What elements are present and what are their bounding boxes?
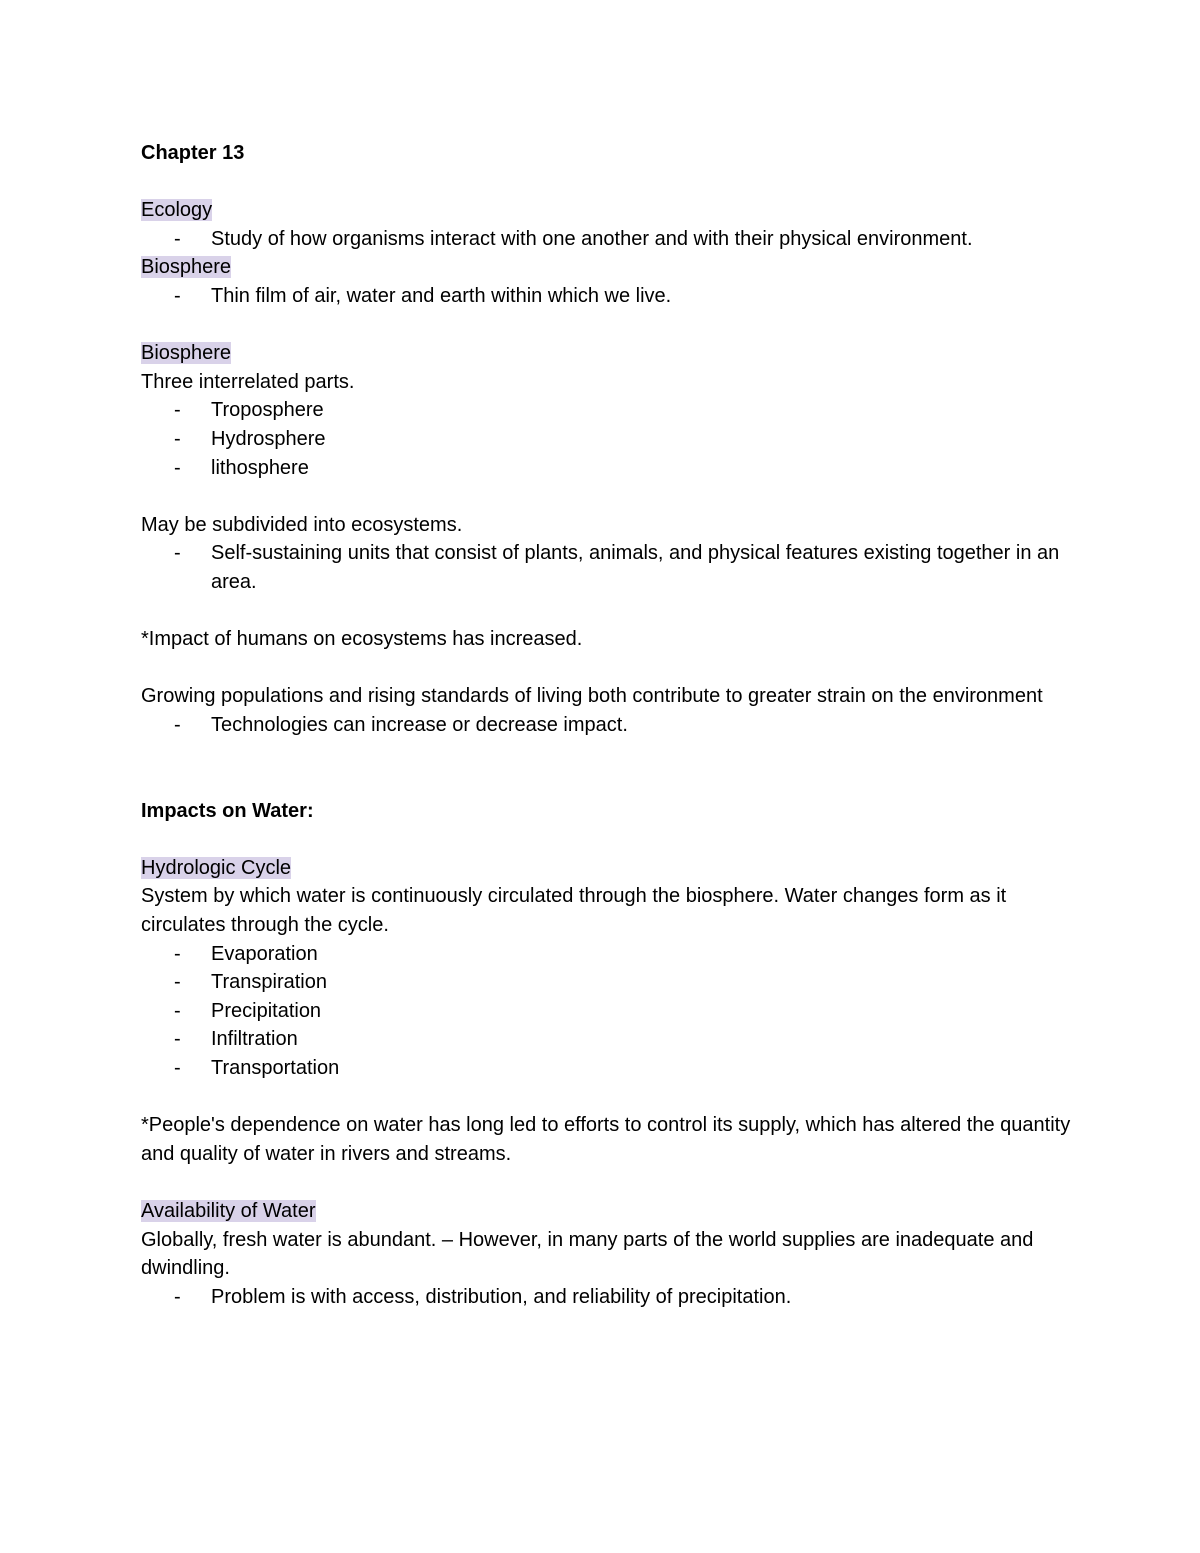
document-page <box>141 139 1071 1311</box>
availability-definition: Globally, fresh water is abundant. – However, in many parts of the world supplies are inadequate and dwindling. <box>141 1228 1034 1280</box>
list-item: - Transportation <box>174 1057 340 1079</box>
term-hydrologic-cycle: Hydrologic Cycle <box>141 856 292 879</box>
list-item: - Precipitation <box>174 999 322 1022</box>
list-item: - Thin film of air, water and earth within which we live. <box>174 284 672 307</box>
three-parts-text: Three interrelated parts. <box>141 370 355 393</box>
impact-note: *Impact of humans on ecosystems has increased. <box>141 628 583 651</box>
hydro-definition: System by which water is continuously circulated through the biosphere. Water changes form as it circulates through the cycle. <box>141 885 1007 937</box>
list-item: - Study of how organisms interact with one another and with their physical environment. <box>174 227 973 250</box>
problem-text: Problem is with access, distribution, and reliability of precipitation. <box>211 1285 792 1308</box>
biosphere-definition: Thin film of air, water and earth within which we live. <box>211 284 672 307</box>
list-item: - Problem is with access, distribution, and reliability of precipitation. <box>174 1285 792 1308</box>
growing-text: Growing populations and rising standards of living both contribute to greater strain on the environment <box>141 685 1043 708</box>
ecology-definition: Study of how organisms interact with one another and with their physical environment. <box>211 227 973 250</box>
list-item: - Hydrosphere <box>174 427 326 450</box>
list-item: - Transpiration <box>174 971 327 994</box>
term-ecology: Ecology <box>141 199 213 222</box>
dependence-text: *People's dependence on water has long led to efforts to control its supply, which has altered the quantity and quality of water in rivers and streams. <box>141 1114 1071 1165</box>
list-item: - Self-sustaining units that consist of plants, animals, and physical features existing together in an area. <box>174 542 1060 593</box>
term-availability-of-water: Availability of Water <box>141 1199 316 1222</box>
section-heading: Impacts on Water: <box>141 799 314 822</box>
term-biosphere: Biosphere <box>141 256 232 279</box>
term-biosphere-heading: Biosphere <box>141 342 232 365</box>
list-item: - Technologies can increase or decrease impact. <box>174 713 628 736</box>
subdivided-text: May be subdivided into ecosystems. <box>141 513 463 536</box>
chapter-title: Chapter 13 <box>141 142 245 164</box>
list-item: - Evaporation <box>174 942 318 965</box>
list-item: - Infiltration <box>174 1028 298 1051</box>
ecosystems-definition: Self-sustaining units that consist of plants, animals, and physical features existing together in an area. <box>211 542 1060 593</box>
list-item: - lithosphere <box>174 456 309 479</box>
list-item: - Troposphere <box>174 399 324 422</box>
tech-text: Technologies can increase or decrease impact. <box>211 713 628 736</box>
